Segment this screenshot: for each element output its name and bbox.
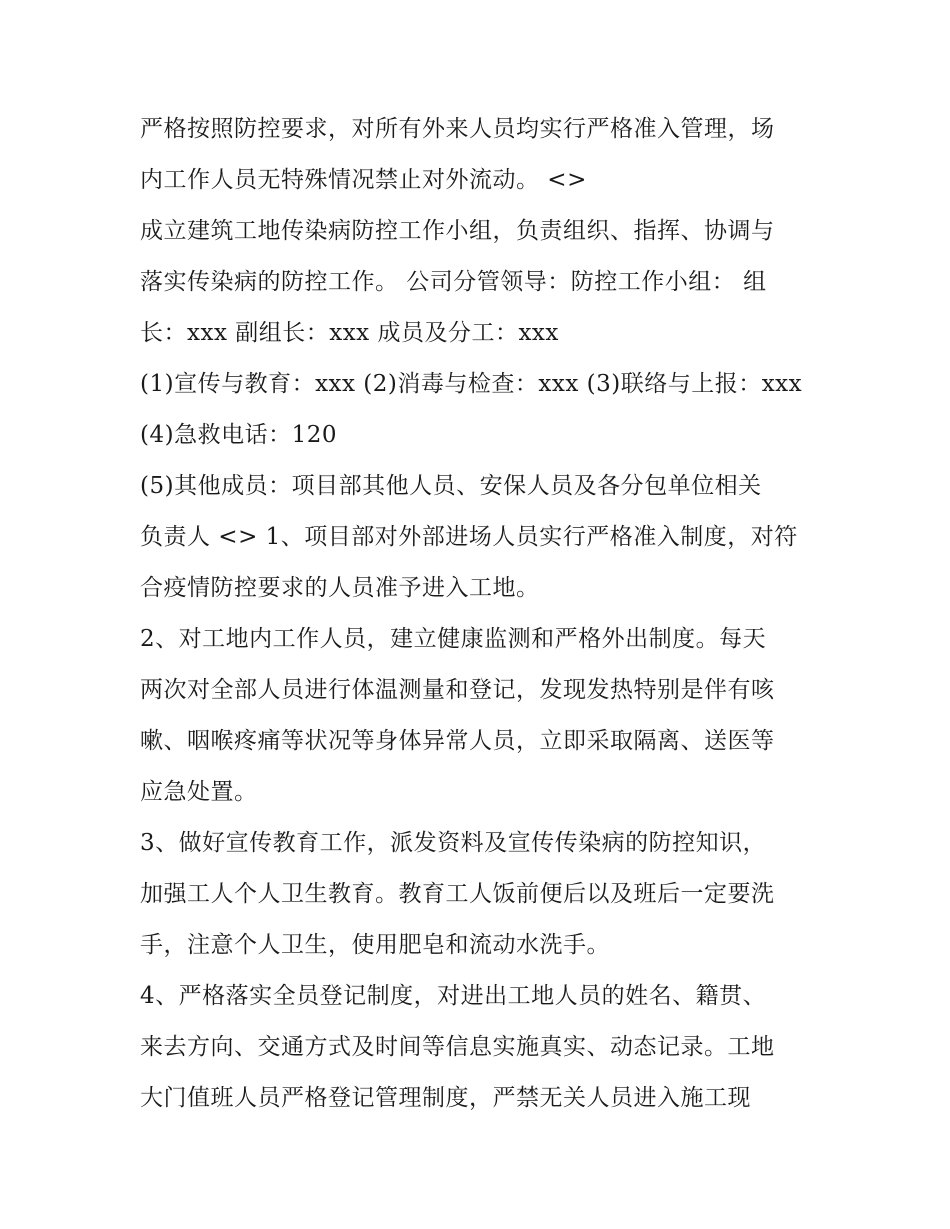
text-line: 严格按照防控要求，对所有外来人员均实行严格准入管理，场	[140, 116, 775, 142]
text-line: (4)急救电话：120	[140, 422, 337, 448]
text-line: 大门值班人员严格登记管理制度，严禁无关人员进入施工现	[140, 1085, 751, 1111]
text-line: 加强工人个人卫生教育。教育工人饭前便后以及班后一定要洗	[140, 881, 775, 907]
text-line: (1)宣传与教育：xxx (2)消毒与检查：xxx (3)联络与上报：xxx	[140, 371, 803, 397]
text-line: 合疫情防控要求的人员准予进入工地。	[140, 575, 540, 601]
text-line: 3、做好宣传教育工作，派发资料及宣传传染病的防控知识，	[140, 830, 767, 856]
document-body	[140, 104, 815, 1124]
text-line: 内工作人员无特殊情况禁止对外流动。 <>	[140, 167, 587, 193]
text-line: 落实传染病的防控工作。 公司分管领导：防控工作小组： 组	[140, 269, 767, 295]
text-line: (5)其他成员：项目部其他人员、安保人员及各分包单位相关	[140, 473, 762, 499]
text-line: 2、对工地内工作人员，建立健康监测和严格外出制度。每天	[140, 626, 767, 652]
text-line: 手，注意个人卫生，使用肥皂和流动水洗手。	[140, 932, 610, 958]
text-line: 来去方向、交通方式及时间等信息实施真实、动态记录。工地	[140, 1034, 775, 1060]
text-line: 4、严格落实全员登记制度，对进出工地人员的姓名、籍贯、	[140, 983, 767, 1009]
text-line: 长：xxx 副组长：xxx 成员及分工：xxx	[140, 320, 559, 346]
text-line: 嗽、咽喉疼痛等状况等身体异常人员，立即采取隔离、送医等	[140, 728, 775, 754]
text-line: 负责人 <> 1、项目部对外部进场人员实行严格准入制度，对符	[140, 524, 798, 550]
text-line: 应急处置。	[140, 779, 258, 805]
text-line: 成立建筑工地传染病防控工作小组，负责组织、指挥、协调与	[140, 218, 775, 244]
text-line: 两次对全部人员进行体温测量和登记，发现发热特别是伴有咳	[140, 677, 775, 703]
